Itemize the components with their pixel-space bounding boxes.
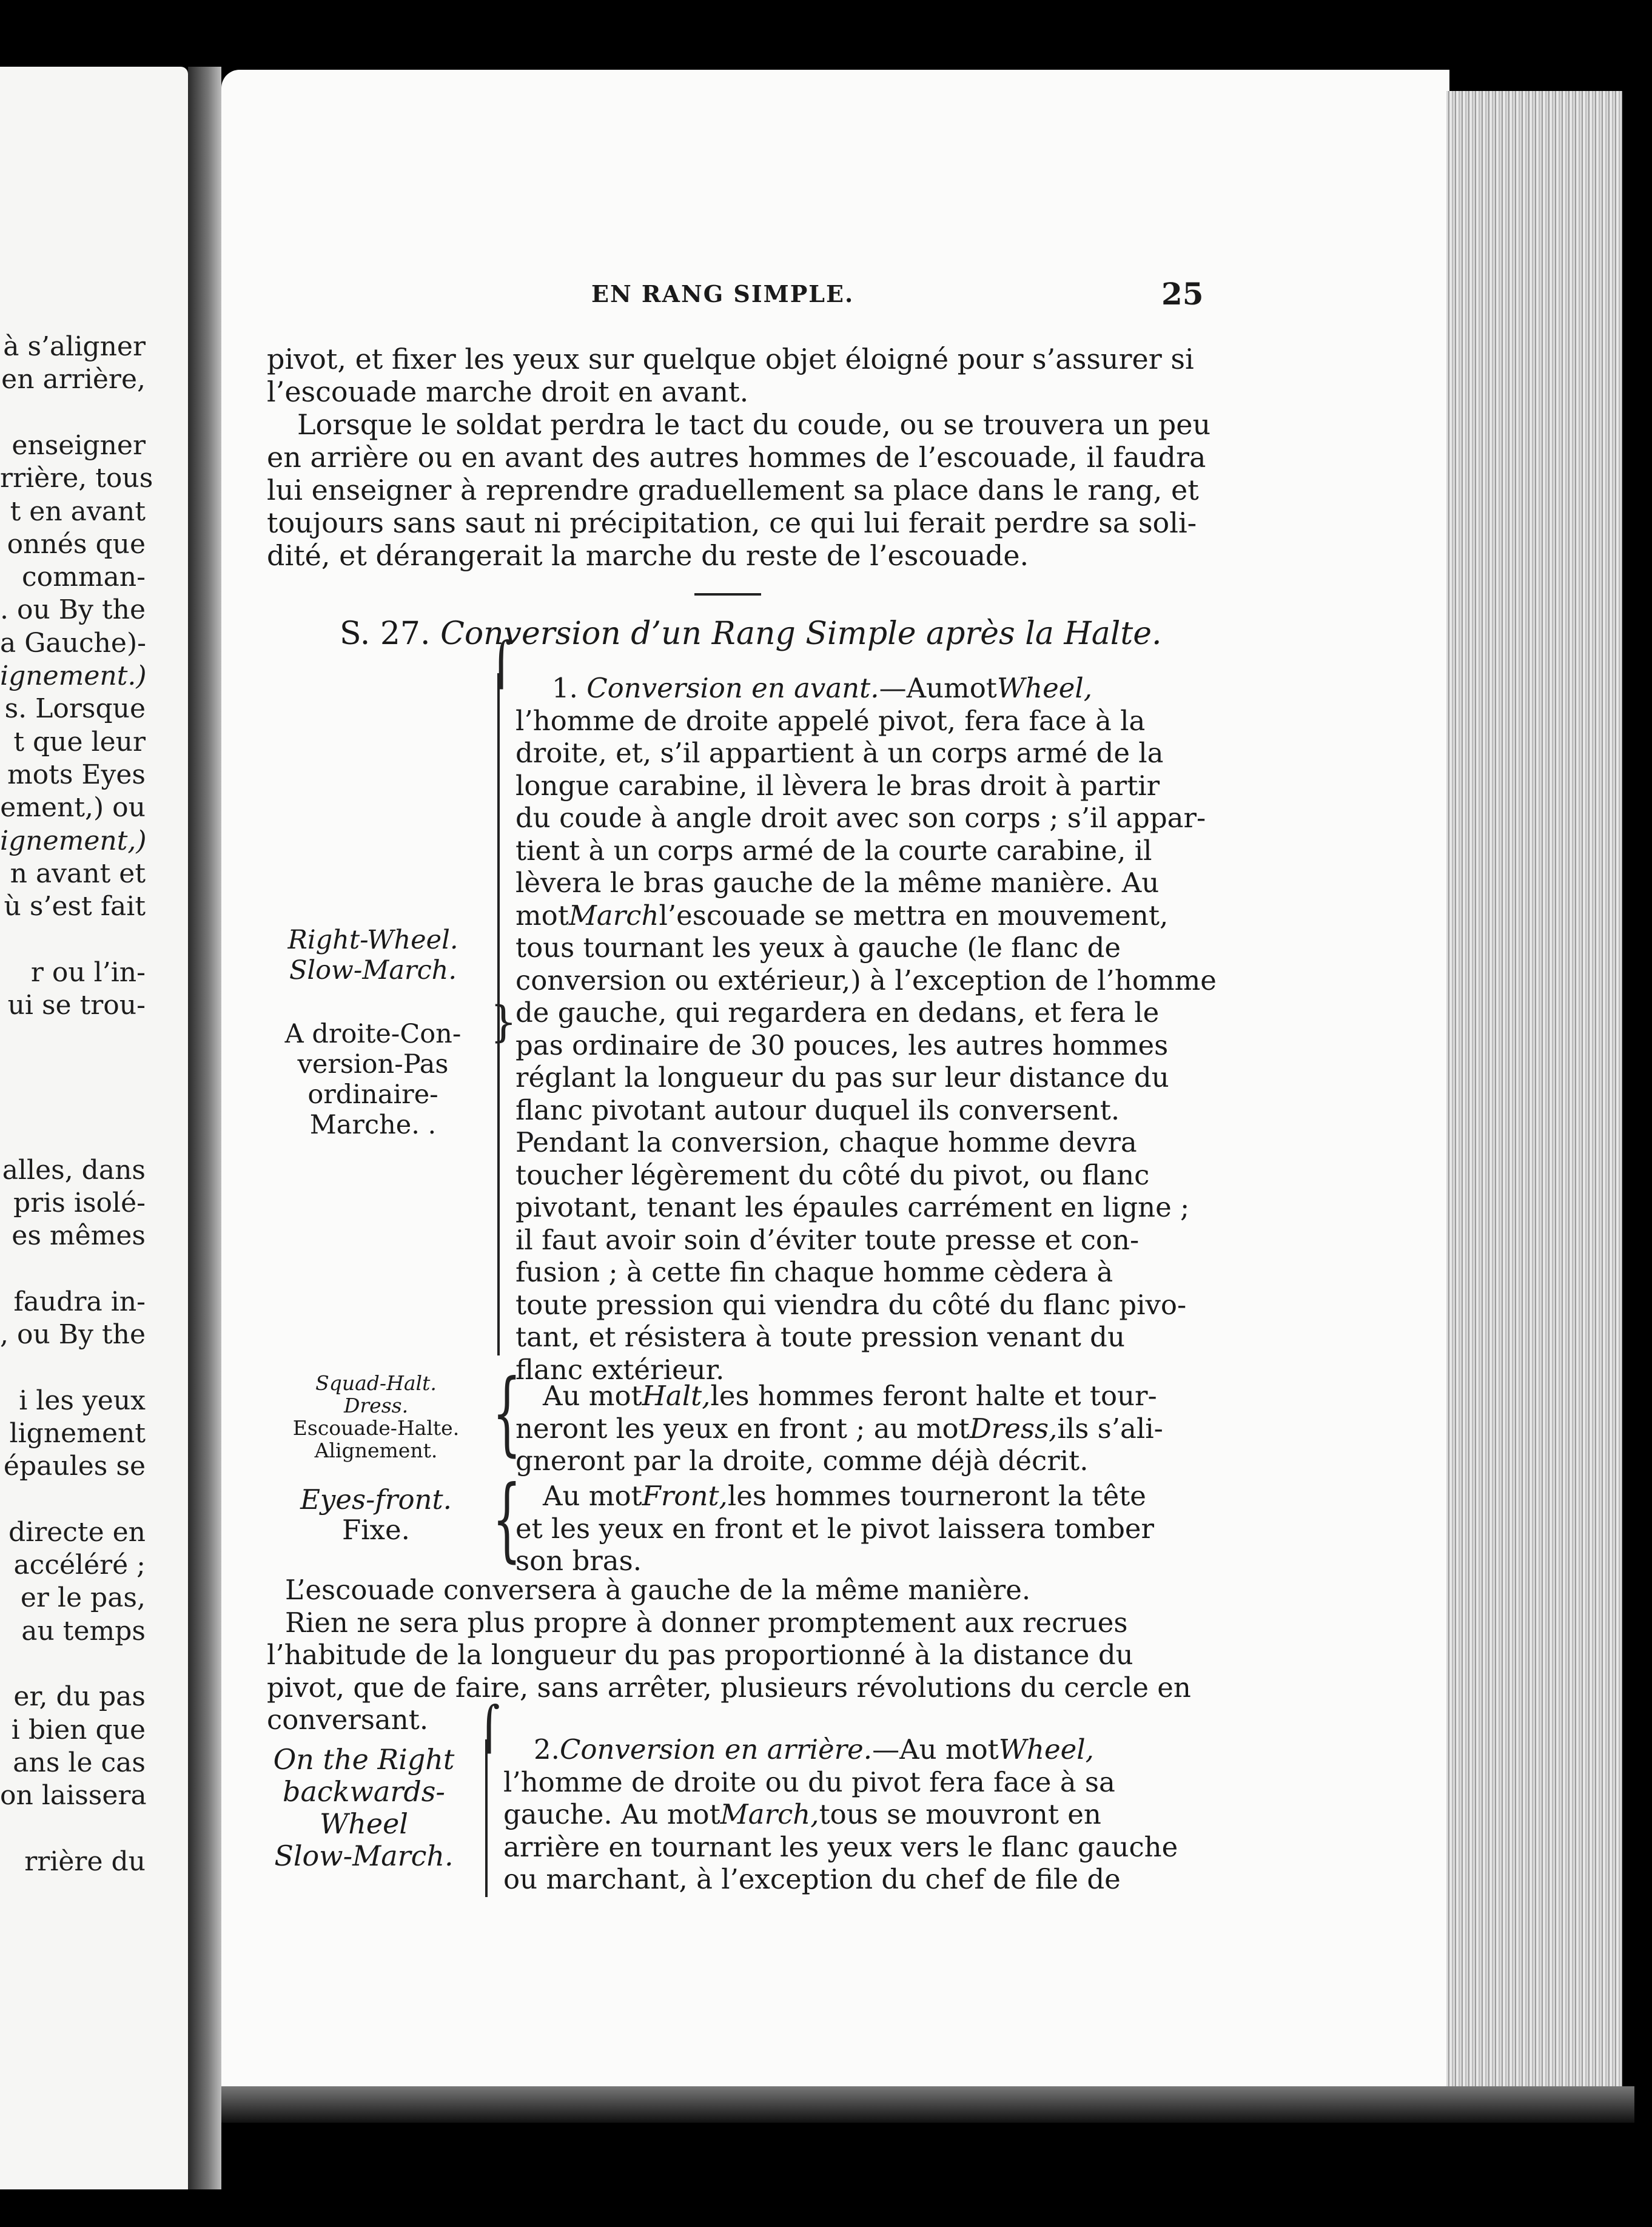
text-line: toujours sans saut ni précipitation, ce qui lui ferait perdre sa soli- xyxy=(267,506,1197,539)
margin-line: Marche. . xyxy=(309,1110,437,1140)
text-line: 1. Conversion en avant.—AumotWheel, xyxy=(552,672,1093,704)
left-page-fragment: rrière, tous xyxy=(0,463,153,494)
left-page-fragment: lignement xyxy=(9,1417,146,1449)
left-page-fragment: n avant et xyxy=(10,858,146,889)
text-line: l’homme de droite ou du pivot fera face à sa xyxy=(503,1765,1115,1798)
left-page-fragment: rrière du xyxy=(24,1846,146,1877)
left-page-fragment: i les yeux xyxy=(19,1385,146,1416)
left-page-fragment: onnés que xyxy=(7,528,146,560)
brace-middle: } xyxy=(490,997,517,1047)
text-line: pivotant, tenant les épaules carrément en ligne ; xyxy=(515,1191,1190,1223)
section-heading xyxy=(340,616,1162,652)
text-line: conversant. xyxy=(267,1704,429,1736)
text-line: 2.Conversion en arrière.—Au motWheel, xyxy=(534,1733,1094,1765)
section-rule xyxy=(694,593,761,596)
left-page-fragment: comman- xyxy=(21,562,146,593)
left-page-fragment: en arrière, xyxy=(1,364,146,395)
left-page-fragment: pris isolé- xyxy=(13,1187,146,1218)
closing-paragraph xyxy=(267,1574,1189,1736)
text-line: L’escouade conversera à gauche de la même manière. xyxy=(285,1574,1031,1606)
text-line: Rien ne sera plus propre à donner promptement aux recrues xyxy=(285,1606,1128,1639)
text-line: l’habitude de la longueur du pas proportionné à la distance du xyxy=(267,1639,1133,1671)
left-page-fragment: alles, dans xyxy=(2,1154,146,1186)
brace-top: ⌠ xyxy=(490,639,512,689)
book-gutter xyxy=(188,67,221,2189)
text-line: pivot, que de faire, sans arrêter, plusieurs révolutions du cercle en xyxy=(267,1671,1191,1704)
margin-line: Wheel xyxy=(319,1807,409,1840)
text-line: Au motFront,les hommes tourneront la tête xyxy=(543,1480,1146,1512)
margin-line: version-Pas xyxy=(297,1049,449,1080)
left-page-fragment: épaules se xyxy=(3,1451,146,1482)
text-line: en arrière ou en avant des autres hommes de l’escouade, il faudra xyxy=(267,441,1206,474)
text-line: tant, et résistera à toute pression venant du xyxy=(515,1321,1125,1353)
left-page-fragment: on laissera xyxy=(0,1780,147,1812)
text-line: Pendant la conversion, chaque homme devra xyxy=(515,1126,1137,1158)
text-line: flanc pivotant autour duquel ils conversent. xyxy=(515,1093,1120,1126)
margin-line: backwards- xyxy=(283,1775,445,1808)
left-page-fragment: au temps xyxy=(21,1615,146,1647)
brace-top: ⌠ xyxy=(478,1704,500,1753)
text-line: pivot, et fixer les yeux sur quelque objet éloigné pour s’assurer si xyxy=(267,343,1194,375)
text-line: flanc extérieur. xyxy=(515,1353,725,1386)
left-page-fragment: r ou l’in- xyxy=(30,956,146,988)
running-head: EN RANG SIMPLE. xyxy=(591,280,855,307)
text-line: réglant la longueur du pas sur leur distance du xyxy=(515,1061,1169,1093)
text-line: tous tournant les yeux à gauche (le flanc de xyxy=(515,932,1121,964)
margin-line: Alignement. xyxy=(314,1439,438,1462)
margin-command-front xyxy=(273,1485,479,1545)
margin-line: Dress. xyxy=(343,1394,409,1417)
text-line: toute pression qui viendra du côté du flanc pivo- xyxy=(515,1288,1187,1321)
margin-line: Escouade-Halte. xyxy=(292,1416,460,1440)
left-page-fragment: mots Eyes xyxy=(7,759,146,790)
margin-line: Slow-March. xyxy=(289,955,457,986)
text-line: Au motHalt,les hommes feront halte et tour- xyxy=(543,1380,1157,1412)
wheel-forward-text xyxy=(515,672,1217,1386)
text-line: conversion ou extérieur,) à l’exception de l’homme xyxy=(515,964,1217,996)
section-number: S. 27. xyxy=(340,616,431,652)
margin-command-backward xyxy=(261,1744,467,1872)
page-number: 25 xyxy=(1161,276,1204,312)
text-line: dité, et dérangerait la marche du reste de l’escouade. xyxy=(267,539,1029,572)
page-edges xyxy=(1446,91,1622,2086)
margin-line: A droite-Con- xyxy=(284,1019,462,1049)
brace-line xyxy=(485,1739,488,1897)
left-page-fragment: ignement,) xyxy=(0,825,147,856)
text-line: et les yeux en front et le pivot laissera tomber xyxy=(515,1512,1155,1545)
margin-line: On the Right xyxy=(273,1743,455,1776)
text-line: droite, et, s’il appartient à un corps armé de la xyxy=(515,737,1164,769)
text-line: Lorsque le soldat perdra le tact du coude, ou se trouvera un peu xyxy=(297,408,1211,441)
left-page-fragment: ui se trou- xyxy=(7,990,146,1021)
left-page-fragment: er le pas, xyxy=(20,1582,146,1614)
left-page-fragment: à s’aligner xyxy=(3,331,146,362)
margin-line: Squad-Halt. xyxy=(315,1371,437,1395)
text-line: du coude à angle droit avec son corps ; s’il appar- xyxy=(515,802,1206,834)
text-line: l’homme de droite appelé pivot, fera face à la xyxy=(515,704,1146,737)
text-line: motMarchl’escouade se mettra en mouvement, xyxy=(515,899,1169,932)
text-line: l’escouade marche droit en avant. xyxy=(267,375,749,408)
text-line: pas ordinaire de 30 pouces, les autres hommes xyxy=(515,1029,1169,1061)
text-line: arrière en tournant les yeux vers le flanc gauche xyxy=(503,1830,1178,1863)
text-line: toucher légèrement du côté du pivot, ou flanc xyxy=(515,1158,1150,1191)
text-line: gauche. Au motMarch,tous se mouvront en xyxy=(503,1798,1101,1830)
text-line: longue carabine, il lèvera le bras droit à partir xyxy=(515,769,1160,802)
margin-line: Right-Wheel. xyxy=(287,925,458,955)
left-page-fragment: faudra in- xyxy=(13,1286,146,1317)
left-page-fragment: ans le cas xyxy=(13,1747,146,1778)
left-page-fragment: ù s’est fait xyxy=(4,891,146,922)
brace-halt: { xyxy=(492,1360,522,1466)
left-page-fragment: enseigner xyxy=(12,429,146,461)
left-page-fragment: accéléré ; xyxy=(13,1550,146,1581)
left-page-fragment: er, du pas xyxy=(13,1681,146,1713)
margin-line: Slow-March. xyxy=(274,1839,454,1872)
text-line: ou marchant, à l’exception du chef de file de xyxy=(503,1863,1121,1895)
margin-command-english xyxy=(273,925,473,986)
left-page-fragment: directe en xyxy=(8,1516,146,1548)
text-line: il faut avoir soin d’éviter toute presse et con- xyxy=(515,1223,1140,1256)
left-page-fragment: ement,) ou xyxy=(0,792,146,824)
left-page-fragment: a Gauche)- xyxy=(0,627,146,659)
text-line: lèvera le bras gauche de la même manière. Au xyxy=(515,867,1160,899)
text-line: de gauche, qui regardera en dedans, et fera le xyxy=(515,996,1160,1029)
margin-line: Fixe. xyxy=(342,1514,410,1546)
text-line: fusion ; à cette fin chaque homme cèdera à xyxy=(515,1256,1113,1288)
text-line: gneront par la droite, comme déjà décrit. xyxy=(515,1445,1089,1477)
left-page-fragment: ignement.) xyxy=(0,660,147,691)
left-page-fragment: , ou By the xyxy=(0,1319,146,1350)
wheel-backward-text xyxy=(503,1733,1177,1896)
left-page-fragment: i bien que xyxy=(11,1714,146,1745)
left-page-fragment: s. Lorsque xyxy=(4,693,146,725)
bottom-shadow xyxy=(221,2086,1634,2123)
left-page-fragment: . ou By the xyxy=(0,594,146,626)
margin-line: Eyes-front. xyxy=(300,1483,452,1516)
front-text xyxy=(515,1480,1189,1577)
text-line: son bras. xyxy=(515,1545,642,1577)
margin-command-halt xyxy=(273,1372,479,1462)
halt-text xyxy=(515,1380,1195,1477)
brace-front: { xyxy=(492,1466,522,1572)
left-page-fragment: t que leur xyxy=(13,726,146,757)
text-line: tient à un corps armé de la courte carabine, il xyxy=(515,834,1152,867)
left-page-fragment: t en avant xyxy=(10,495,146,527)
text-line: neront les yeux en front ; au motDress,ils s’ali- xyxy=(515,1412,1163,1445)
section-title: Conversion d’un Rang Simple après la Halte. xyxy=(440,616,1162,652)
left-page-fragment: es mêmes xyxy=(12,1220,146,1252)
intro-paragraph xyxy=(267,343,1211,572)
text-line: lui enseigner à reprendre graduellement sa place dans le rang, et xyxy=(267,474,1199,506)
margin-command-french xyxy=(267,1019,479,1140)
margin-line: ordinaire- xyxy=(307,1080,438,1110)
